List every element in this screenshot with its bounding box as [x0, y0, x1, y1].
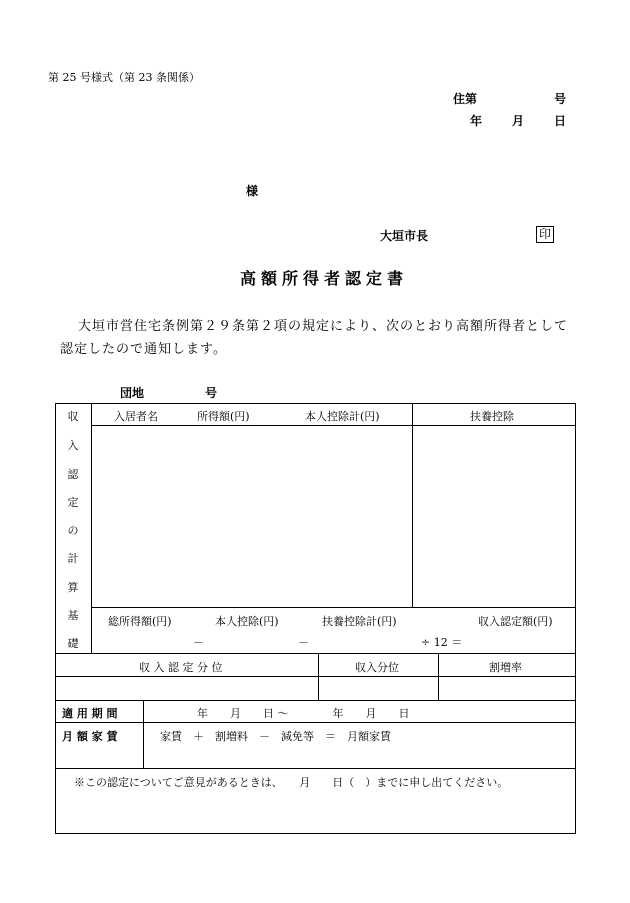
summary-recognized-income: 収入認定額(円)	[478, 615, 553, 628]
income-class-label: 収 入 認 定 分 位	[139, 661, 223, 674]
summary-dependent-total: 扶養控除計(円)	[322, 615, 397, 628]
reference-prefix: 住第	[453, 92, 478, 106]
formula-minus: －	[298, 636, 309, 649]
addressee-honorific: 様	[246, 184, 259, 198]
vertical-label-char: 認	[67, 468, 79, 481]
estate-number-label: 号	[205, 386, 218, 400]
form-number: 第 25 号様式（第 23 条関係）	[48, 71, 200, 84]
vertical-label-char: の	[67, 524, 79, 537]
application-period-value: 年 月 日 ～ 年 月 日	[197, 707, 410, 720]
vertical-label-char: 礎	[67, 637, 79, 650]
monthly-rent-formula: 家賃 ＋ 割増料 － 減免等 ＝ 月額家賃	[160, 730, 391, 743]
monthly-rent-label: 月 額 家 賃	[62, 730, 118, 743]
surcharge-rate-label: 割増率	[489, 661, 522, 674]
vertical-label-char: 入	[67, 439, 79, 452]
summary-self-deduction: 本人控除(円)	[215, 615, 279, 628]
vertical-label-char: 収	[67, 410, 79, 423]
summary-total-income: 総所得額(円)	[108, 615, 172, 628]
date-month: 月	[512, 114, 525, 128]
application-period-label: 適 用 期 間	[62, 707, 118, 720]
reference-suffix: 号	[554, 92, 567, 106]
vertical-label-char: 基	[67, 609, 79, 622]
column-header-income: 所得額(円)	[197, 410, 250, 423]
income-bracket-label: 収入分位	[355, 661, 399, 674]
document-title: 高額所得者認定書	[240, 269, 409, 288]
formula-divide: ÷ 12 ＝	[421, 636, 463, 649]
date-year: 年	[470, 114, 483, 128]
estate-label: 団地	[120, 386, 145, 400]
vertical-label-char: 計	[67, 552, 79, 565]
column-header-dependent-deduction: 扶養控除	[470, 410, 514, 423]
date-day: 日	[554, 114, 567, 128]
vertical-label-char: 定	[67, 496, 79, 509]
column-header-self-deduction-total: 本人控除計(円)	[305, 410, 380, 423]
body-line-1: 大垣市営住宅条例第２９条第２項の規定により、次のとおり高額所得者として	[78, 319, 569, 334]
column-header-resident: 入居者名	[114, 410, 158, 423]
seal-stamp: 印	[536, 226, 554, 243]
issuer-name: 大垣市長	[380, 229, 429, 243]
vertical-label-char: 算	[67, 581, 79, 594]
objection-note: ※この認定についてご意見があるときは、 月 日（ ）までに申し出てください。	[74, 776, 509, 789]
formula-minus: －	[193, 636, 204, 649]
body-line-2: 認定したので通知します。	[60, 342, 227, 357]
